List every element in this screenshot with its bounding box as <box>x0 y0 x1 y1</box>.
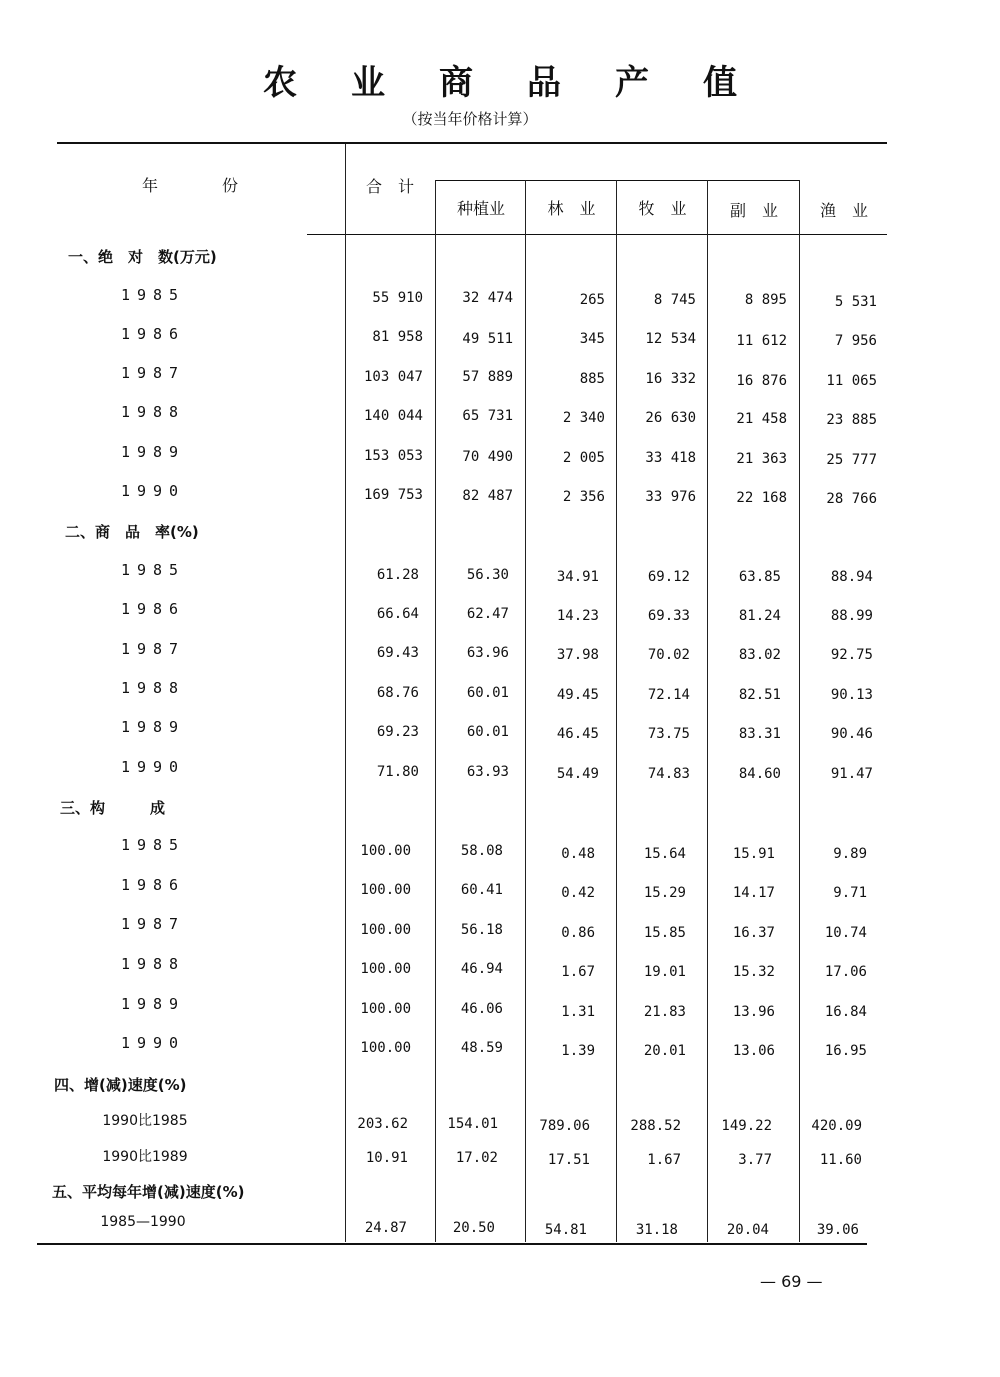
cell-forestry: 54.81 <box>544 1222 587 1238</box>
row-year: 1990比1985 <box>102 1113 188 1129</box>
cell-fishery: 420.09 <box>811 1118 862 1134</box>
cell-fishery: 17.06 <box>824 964 867 980</box>
cell-fishery: 39.06 <box>816 1222 859 1238</box>
cell-crops: 63.96 <box>466 645 509 661</box>
cell-total: 81 958 <box>372 329 423 345</box>
cell-crops: 154.01 <box>447 1116 498 1132</box>
cell-fishery: 23 885 <box>826 412 877 428</box>
cell-fishery: 9.89 <box>833 846 867 862</box>
cell-forestry: 789.06 <box>539 1118 590 1134</box>
cell-total: 103 047 <box>363 369 423 385</box>
row-year: 1988 <box>120 403 186 421</box>
header-total: 合 计 <box>365 177 414 196</box>
cell-total: 100.00 <box>360 922 411 938</box>
cell-total: 71.80 <box>376 764 419 780</box>
cell-livestock: 69.12 <box>647 569 690 585</box>
section-label: 一、绝 对 数(万元) <box>68 248 217 266</box>
cell-sideline: 84.60 <box>738 766 781 782</box>
cell-fishery: 90.46 <box>830 726 873 742</box>
cell-forestry: 37.98 <box>556 647 599 663</box>
cell-sideline: 15.32 <box>732 964 775 980</box>
cell-livestock: 288.52 <box>630 1118 681 1134</box>
cell-crops: 63.93 <box>466 764 509 780</box>
cell-sideline: 82.51 <box>738 687 781 703</box>
cell-forestry: 885 <box>579 371 605 387</box>
cell-sideline: 16.37 <box>732 925 775 941</box>
cell-total: 100.00 <box>360 961 411 977</box>
cell-livestock: 15.64 <box>643 846 686 862</box>
row-year: 1986 <box>120 600 186 618</box>
cell-total: 61.28 <box>376 567 419 583</box>
cell-crops: 17.02 <box>455 1150 498 1166</box>
cell-crops: 49 511 <box>462 331 513 347</box>
row-year: 1986 <box>120 325 186 343</box>
cell-crops: 58.08 <box>460 843 503 859</box>
cell-forestry: 345 <box>579 331 605 347</box>
cell-sideline: 15.91 <box>732 846 775 862</box>
row-year: 1985—1990 <box>100 1214 186 1230</box>
cell-sideline: 22 168 <box>736 490 787 506</box>
row-year: 1989 <box>120 718 186 736</box>
cell-sideline: 149.22 <box>721 1118 772 1134</box>
cell-livestock: 31.18 <box>635 1222 678 1238</box>
row-year: 1985 <box>120 836 186 854</box>
row-year: 1988 <box>120 955 186 973</box>
cell-fishery: 92.75 <box>830 647 873 663</box>
cell-total: 100.00 <box>360 1001 411 1017</box>
cell-forestry: 2 340 <box>562 410 605 426</box>
cell-livestock: 26 630 <box>645 410 696 426</box>
cell-forestry: 0.86 <box>561 925 595 941</box>
cell-fishery: 28 766 <box>826 491 877 507</box>
cell-forestry: 2 005 <box>562 450 605 466</box>
section-label: 四、增(减)速度(%) <box>54 1076 187 1094</box>
cell-fishery: 90.13 <box>830 687 873 703</box>
cell-forestry: 2 356 <box>562 489 605 505</box>
cell-crops: 20.50 <box>452 1220 495 1236</box>
cell-total: 66.64 <box>376 606 419 622</box>
header-divider-rule <box>435 180 800 181</box>
cell-crops: 60.01 <box>466 724 509 740</box>
cell-sideline: 13.06 <box>732 1043 775 1059</box>
header-livestock: 牧 业 <box>638 199 687 218</box>
cell-livestock: 33 976 <box>645 489 696 505</box>
cell-forestry: 1.31 <box>561 1004 595 1020</box>
cell-forestry: 1.39 <box>561 1043 595 1059</box>
row-year: 1987 <box>120 640 186 658</box>
row-year: 1989 <box>120 443 186 461</box>
cell-fishery: 11.60 <box>819 1152 862 1168</box>
header-fishery: 渔 业 <box>819 201 868 220</box>
cell-crops: 65 731 <box>462 408 513 424</box>
cell-fishery: 9.71 <box>833 885 867 901</box>
cell-crops: 46.94 <box>460 961 503 977</box>
cell-livestock: 70.02 <box>647 647 690 663</box>
cell-fishery: 25 777 <box>826 452 877 468</box>
cell-total: 100.00 <box>360 882 411 898</box>
table-top-rule <box>57 142 887 144</box>
cell-livestock: 12 534 <box>645 331 696 347</box>
cell-sideline: 8 895 <box>744 292 787 308</box>
page-title: 农业商品产值 <box>263 63 791 103</box>
cell-sideline: 83.31 <box>738 726 781 742</box>
cell-crops: 62.47 <box>466 606 509 622</box>
cell-crops: 32 474 <box>462 290 513 306</box>
cell-livestock: 69.33 <box>647 608 690 624</box>
cell-sideline: 14.17 <box>732 885 775 901</box>
row-year: 1990 <box>120 482 186 500</box>
cell-sideline: 11 612 <box>736 333 787 349</box>
cell-livestock: 74.83 <box>647 766 690 782</box>
cell-total: 69.23 <box>376 724 419 740</box>
cell-crops: 56.18 <box>460 922 503 938</box>
cell-total: 153 053 <box>363 448 423 464</box>
cell-sideline: 81.24 <box>738 608 781 624</box>
cell-crops: 60.01 <box>466 685 509 701</box>
header-bottom-rule <box>307 234 887 235</box>
row-year: 1989 <box>120 995 186 1013</box>
header-sideline: 副 业 <box>729 201 778 220</box>
cell-crops: 48.59 <box>460 1040 503 1056</box>
row-year: 1990 <box>120 1034 186 1052</box>
cell-livestock: 19.01 <box>643 964 686 980</box>
row-year: 1985 <box>120 561 186 579</box>
row-year: 1985 <box>120 286 186 304</box>
section-label: 二、商 品 率(%) <box>65 523 199 541</box>
row-year: 1988 <box>120 679 186 697</box>
cell-sideline: 21 363 <box>736 451 787 467</box>
cell-fishery: 16.95 <box>824 1043 867 1059</box>
cell-forestry: 14.23 <box>556 608 599 624</box>
cell-crops: 82 487 <box>462 488 513 504</box>
cell-total: 169 753 <box>363 487 423 503</box>
cell-sideline: 16 876 <box>736 373 787 389</box>
cell-fishery: 16.84 <box>824 1004 867 1020</box>
cell-livestock: 15.85 <box>643 925 686 941</box>
cell-livestock: 8 745 <box>653 292 696 308</box>
cell-forestry: 34.91 <box>556 569 599 585</box>
cell-fishery: 7 956 <box>834 333 877 349</box>
cell-sideline: 63.85 <box>738 569 781 585</box>
cell-total: 140 044 <box>363 408 423 424</box>
cell-sideline: 13.96 <box>732 1004 775 1020</box>
cell-sideline: 21 458 <box>736 411 787 427</box>
cell-crops: 46.06 <box>460 1001 503 1017</box>
cell-fishery: 88.94 <box>830 569 873 585</box>
cell-fishery: 91.47 <box>830 766 873 782</box>
cell-forestry: 0.42 <box>561 885 595 901</box>
row-year: 1987 <box>120 915 186 933</box>
cell-livestock: 73.75 <box>647 726 690 742</box>
row-year: 1990比1989 <box>102 1149 188 1165</box>
header-forestry: 林 业 <box>547 199 596 218</box>
cell-total: 69.43 <box>376 645 419 661</box>
cell-livestock: 72.14 <box>647 687 690 703</box>
cell-sideline: 83.02 <box>738 647 781 663</box>
cell-sideline: 3.77 <box>738 1152 772 1168</box>
header-crops: 种植业 <box>456 199 505 218</box>
row-year: 1987 <box>120 364 186 382</box>
cell-fishery: 10.74 <box>824 925 867 941</box>
section-label: 五、平均每年增(减)速度(%) <box>52 1183 245 1201</box>
cell-forestry: 1.67 <box>561 964 595 980</box>
row-year: 1986 <box>120 876 186 894</box>
cell-total: 203.62 <box>357 1116 408 1132</box>
cell-forestry: 0.48 <box>561 846 595 862</box>
cell-forestry: 265 <box>579 292 605 308</box>
table-bottom-rule <box>37 1243 867 1245</box>
cell-forestry: 46.45 <box>556 726 599 742</box>
cell-fishery: 11 065 <box>826 373 877 389</box>
cell-crops: 56.30 <box>466 567 509 583</box>
cell-total: 68.76 <box>376 685 419 701</box>
cell-forestry: 17.51 <box>547 1152 590 1168</box>
row-year: 1990 <box>120 758 186 776</box>
cell-total: 100.00 <box>360 843 411 859</box>
cell-crops: 70 490 <box>462 449 513 465</box>
cell-livestock: 21.83 <box>643 1004 686 1020</box>
cell-forestry: 54.49 <box>556 766 599 782</box>
cell-total: 10.91 <box>365 1150 408 1166</box>
cell-crops: 57 889 <box>462 369 513 385</box>
cell-fishery: 5 531 <box>834 294 877 310</box>
cell-total: 55 910 <box>372 290 423 306</box>
cell-livestock: 33 418 <box>645 450 696 466</box>
section-label: 三、构 成 <box>60 799 166 817</box>
header-year: 年 份 <box>141 176 238 195</box>
page-subtitle: （按当年价格计算） <box>402 110 538 128</box>
cell-total: 24.87 <box>364 1220 407 1236</box>
cell-forestry: 49.45 <box>556 687 599 703</box>
page-number: — 69 — <box>760 1272 823 1291</box>
cell-livestock: 20.01 <box>643 1043 686 1059</box>
cell-livestock: 15.29 <box>643 885 686 901</box>
cell-total: 100.00 <box>360 1040 411 1056</box>
cell-crops: 60.41 <box>460 882 503 898</box>
cell-livestock: 16 332 <box>645 371 696 387</box>
cell-sideline: 20.04 <box>726 1222 769 1238</box>
cell-fishery: 88.99 <box>830 608 873 624</box>
cell-livestock: 1.67 <box>647 1152 681 1168</box>
